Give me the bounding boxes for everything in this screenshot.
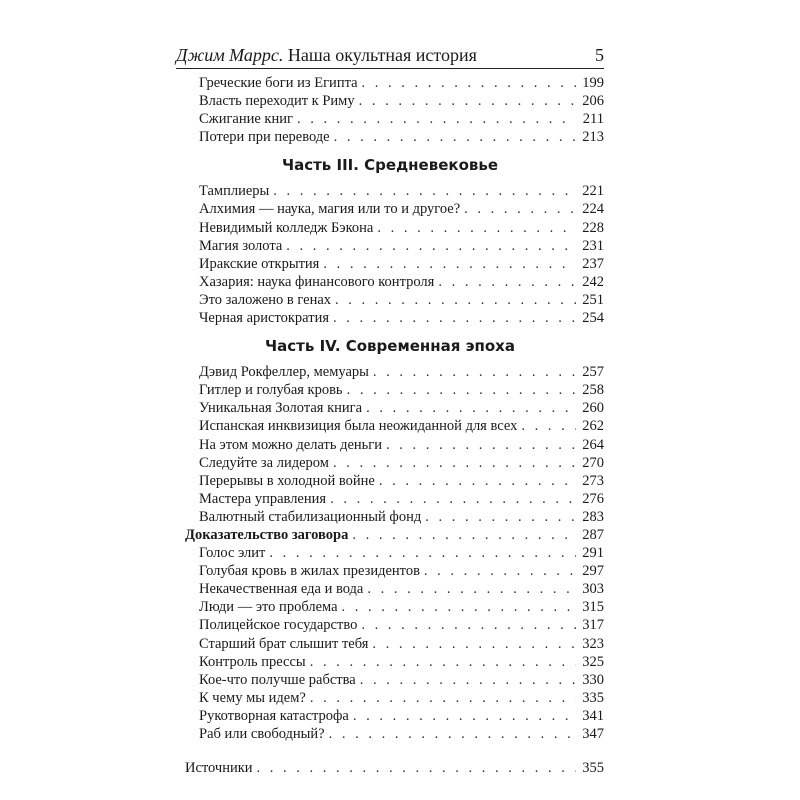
toc-entry-title: Уникальная Золотая книга <box>199 400 363 417</box>
toc-entry-page: 199 <box>582 75 604 91</box>
toc-entry <box>176 689 604 707</box>
leader-dots <box>269 544 576 562</box>
toc-entry-page: 325 <box>582 653 604 670</box>
toc-entry <box>176 725 604 743</box>
toc-entry <box>176 92 604 110</box>
leader-dots <box>342 598 576 616</box>
toc-entry <box>176 544 604 562</box>
toc-entry-page: 237 <box>582 255 604 272</box>
header-rule <box>176 68 604 69</box>
toc-entry <box>176 237 604 255</box>
toc-entry <box>176 399 604 417</box>
leader-dots <box>323 255 576 273</box>
toc-entry-page: 254 <box>582 310 604 327</box>
toc-entry <box>176 381 604 399</box>
leader-dots <box>330 490 576 508</box>
toc-entry-title: Хазария: наука финансового контроля <box>199 273 435 290</box>
toc-entry-page: 355 <box>582 760 604 777</box>
toc-entry <box>176 562 604 580</box>
toc-entry <box>176 74 604 92</box>
toc-entry-title: Доказательство заговора <box>185 526 349 543</box>
toc-entry-page: 213 <box>582 129 604 146</box>
toc-entry <box>176 291 604 309</box>
leader-dots <box>521 417 576 435</box>
leader-dots <box>347 381 576 399</box>
toc-entry-page: 283 <box>582 508 604 525</box>
toc-entry-title: Голубая кровь в жилах президентов <box>199 563 420 580</box>
sources-entry <box>176 759 604 777</box>
toc-entry <box>176 363 604 381</box>
header-author: Джим Маррс. <box>176 45 284 65</box>
toc-entry-title: Полицейское государство <box>199 617 358 634</box>
leader-dots <box>377 219 576 237</box>
toc-entry-page: 347 <box>582 726 604 742</box>
toc-entry <box>176 436 604 454</box>
toc-entry-title: Испанская инквизиция была неожиданной для всех <box>199 418 518 435</box>
leader-dots <box>372 635 576 653</box>
toc-entry-title: Следуйте за лидером <box>199 454 329 471</box>
toc-entry-page: 315 <box>582 599 604 616</box>
toc-entry-page: 303 <box>582 581 604 598</box>
leader-dots <box>353 707 576 725</box>
toc-entry <box>176 653 604 671</box>
proof-section-entry <box>176 526 604 544</box>
toc-entry <box>176 472 604 490</box>
leader-dots <box>352 526 576 544</box>
leader-dots <box>366 399 576 417</box>
part-3-list <box>176 182 604 327</box>
toc-entry-title: Тамплиеры <box>199 183 270 200</box>
toc-entry-title: Дэвид Рокфеллер, мемуары <box>199 364 369 381</box>
toc-entry-page: 258 <box>582 382 604 399</box>
spacer <box>176 743 604 759</box>
leader-dots <box>464 200 576 218</box>
part-4-list <box>176 363 604 526</box>
toc-entry <box>176 182 604 200</box>
leader-dots <box>333 309 576 327</box>
toc-entry-title: Иракские открытия <box>199 255 320 272</box>
leader-dots <box>334 128 576 146</box>
toc-entry <box>176 255 604 273</box>
toc-entry <box>176 598 604 616</box>
toc-entry <box>176 128 604 146</box>
toc-entry <box>176 219 604 237</box>
toc-entry-page: 242 <box>582 273 604 290</box>
toc-entry-page: 287 <box>582 526 604 543</box>
toc-entry-title: Гитлер и голубая кровь <box>199 382 343 399</box>
toc-entry-title: Алхимия — наука, магия или то и другое? <box>199 201 461 218</box>
toc-entry-title: Источники <box>185 760 253 777</box>
toc-entry-title: Мастера управления <box>199 490 327 507</box>
toc-entry-title: Перерывы в холодной войне <box>199 472 375 489</box>
toc-entry-title: Некачественная еда и вода <box>199 581 364 598</box>
toc-entry-title: Старший брат слышит тебя <box>199 635 369 652</box>
toc-entry-page: 260 <box>582 400 604 417</box>
toc-entry-page: 264 <box>582 436 604 453</box>
leader-dots <box>310 653 576 671</box>
toc-entry-title: Валютный стабилизационный фонд <box>199 508 422 525</box>
toc-entry-title: Люди — это проблема <box>199 599 338 616</box>
leader-dots <box>425 508 576 526</box>
toc-entry-title: На этом можно делать деньги <box>199 436 382 453</box>
part-4-heading: Часть IV. Современная эпоха <box>265 337 515 356</box>
toc-entry <box>176 580 604 598</box>
toc-entry-title: Это заложено в генах <box>199 291 332 308</box>
toc-entry-page: 206 <box>582 93 604 110</box>
toc-entry-title: Рукотворная катастрофа <box>199 707 349 724</box>
toc-entry <box>176 200 604 218</box>
leader-dots <box>286 237 576 255</box>
table-of-contents <box>176 74 604 777</box>
toc-entry <box>176 273 604 291</box>
toc-entry <box>176 616 604 634</box>
leader-dots <box>379 472 576 490</box>
toc-entry <box>176 110 604 128</box>
toc-entry <box>176 671 604 689</box>
toc-entry-title: Контроль прессы <box>199 653 306 670</box>
leader-dots <box>329 725 576 743</box>
toc-entry-page: 341 <box>582 707 604 724</box>
leader-dots <box>360 671 576 689</box>
toc-entry-page: 323 <box>582 635 604 652</box>
part-3-heading: Часть III. Средневековье <box>281 156 499 175</box>
toc-entry-title: Сжигание книг <box>199 111 293 128</box>
toc-entry <box>176 490 604 508</box>
leader-dots <box>257 759 576 777</box>
toc-entry-page: 273 <box>582 472 604 489</box>
leader-dots <box>359 92 576 110</box>
toc-entry-page: 317 <box>582 617 604 634</box>
toc-entry-title: Власть переходит к Риму <box>199 93 355 110</box>
toc-entry <box>176 454 604 472</box>
leader-dots <box>438 273 576 291</box>
running-header <box>176 44 604 66</box>
toc-entry-title: Раб или свободный? <box>199 726 325 742</box>
toc-entry <box>176 707 604 725</box>
toc-entry-page: 297 <box>582 563 604 580</box>
toc-entry-page: 231 <box>582 237 604 254</box>
leader-dots <box>310 689 576 707</box>
toc-entry-title: Потери при переводе <box>199 129 330 146</box>
header-page-number: 5 <box>595 45 604 65</box>
toc-entry-title: Черная аристократия <box>199 310 329 327</box>
toc-group-1 <box>176 74 604 146</box>
toc-entry-page: 291 <box>582 545 604 562</box>
toc-entry-title: Невидимый колледж Бэкона <box>199 219 374 236</box>
leader-dots <box>273 182 576 200</box>
toc-entry <box>176 309 604 327</box>
toc-entry-title: К чему мы идем? <box>199 689 306 706</box>
leader-dots <box>333 454 576 472</box>
toc-entry-page: 270 <box>582 454 604 471</box>
toc-entry-page: 211 <box>582 111 604 128</box>
leader-dots <box>424 562 576 580</box>
leader-dots <box>335 291 576 309</box>
toc-entry <box>176 635 604 653</box>
leader-dots <box>367 580 576 598</box>
leader-dots <box>361 616 576 634</box>
leader-dots <box>362 74 576 92</box>
toc-entry <box>176 417 604 435</box>
toc-entry-title: Голос элит <box>199 545 266 562</box>
toc-entry-page: 262 <box>582 418 604 435</box>
toc-entry-page: 276 <box>582 490 604 507</box>
toc-entry-page: 221 <box>582 183 604 200</box>
toc-entry <box>176 508 604 526</box>
leader-dots <box>297 110 576 128</box>
leader-dots <box>373 363 576 381</box>
toc-entry-title: Кое-что получше рабства <box>199 671 356 688</box>
proof-list <box>176 544 604 743</box>
toc-entry-page: 335 <box>582 689 604 706</box>
toc-entry-page: 228 <box>582 219 604 236</box>
toc-entry-title: Греческие боги из Египта <box>199 75 358 91</box>
toc-entry-page: 251 <box>582 291 604 308</box>
leader-dots <box>386 436 576 454</box>
toc-entry-page: 330 <box>582 671 604 688</box>
toc-entry-page: 224 <box>582 201 604 218</box>
header-title: Наша окультная история <box>287 45 477 65</box>
toc-entry-title: Магия золота <box>199 237 283 254</box>
toc-entry-page: 257 <box>582 364 604 381</box>
